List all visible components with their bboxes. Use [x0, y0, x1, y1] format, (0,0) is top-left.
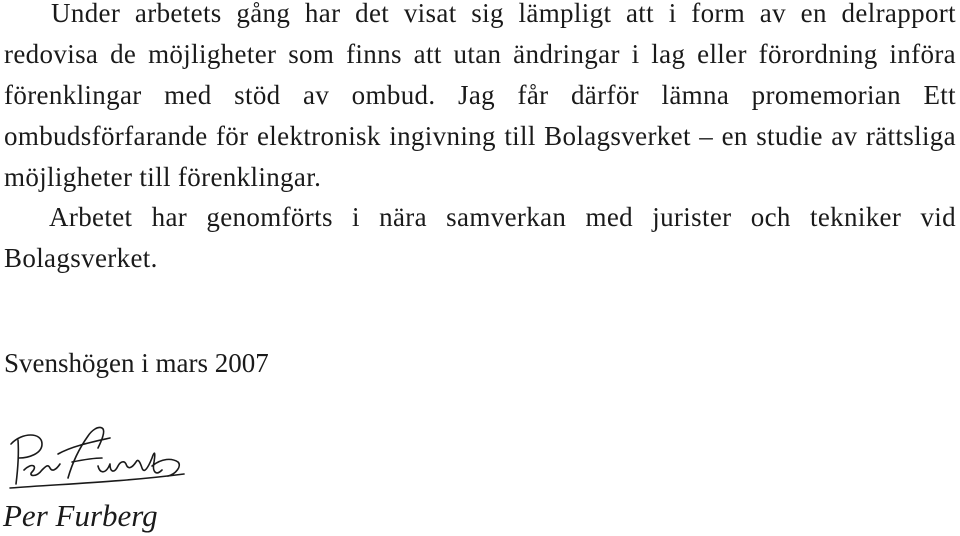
handwritten-signature — [2, 418, 192, 498]
signer-name: Per Furberg — [3, 498, 158, 533]
body-paragraph-1: Under arbetets gång har det visat sig lämpligt att i form av en delrapport redovisa de möjligheter som finns att utan ändringar i lag eller förordning införa förenklingar med stöd av ombud. Jag får därför lämna promemorian Ett ombudsförfarande för elektronisk ingivning till Bolagsverket – en studie av rättsliga möjligheter till förenklingar. — [4, 0, 956, 192]
place-date-line: Svenshögen i mars 2007 — [4, 348, 269, 378]
body-paragraph-2: Arbetet har genomförts i nära samverkan med jurister och tekniker vid Bolagsverket. — [4, 202, 956, 273]
